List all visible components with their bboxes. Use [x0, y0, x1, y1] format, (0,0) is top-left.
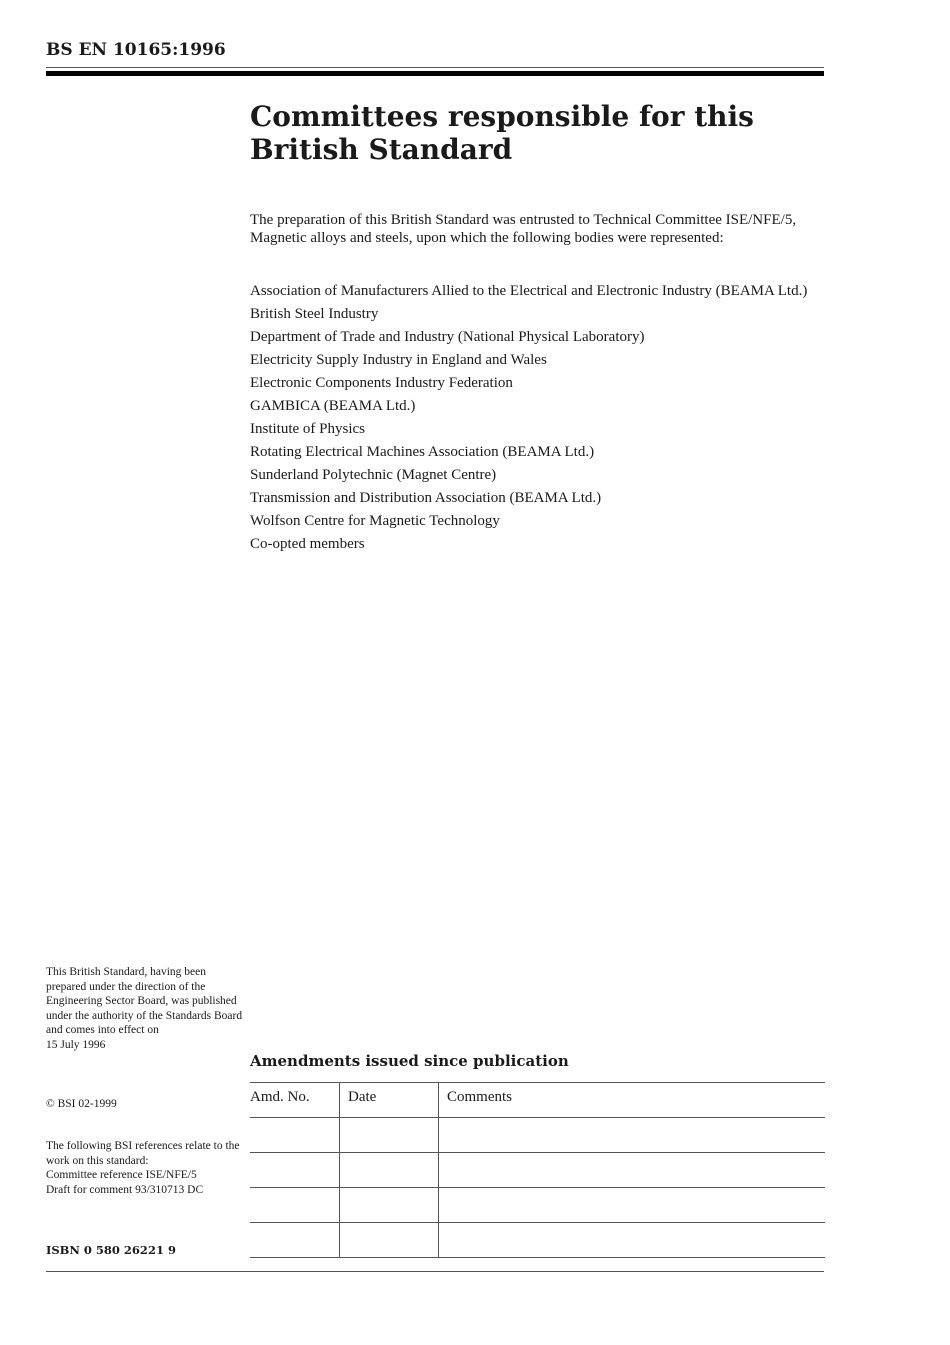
- table-cell: [439, 1118, 826, 1153]
- isbn: ISBN 0 580 26221 9: [46, 1243, 176, 1257]
- table-row: [250, 1188, 825, 1223]
- column-header-comments: Comments: [439, 1083, 826, 1118]
- draft-reference: Draft for comment 93/310713 DC: [46, 1183, 204, 1196]
- intro-paragraph: The preparation of this British Standard was entrusted to Technical Committee ISE/NFE/5, Magnetic alloys and steels, upon which the following bodies were represented:: [250, 212, 797, 246]
- table-row: [250, 1153, 825, 1188]
- table-row: [250, 1223, 825, 1258]
- table-cell: [250, 1153, 340, 1188]
- table-cell: [340, 1188, 439, 1223]
- list-item: Wolfson Centre for Magnetic Technology: [250, 513, 500, 529]
- list-item: Department of Trade and Industry (National Physical Laboratory): [250, 329, 645, 345]
- table-row: [250, 1118, 825, 1153]
- list-item: British Steel Industry: [250, 306, 379, 322]
- page-title-line1: Committees responsible for this: [250, 100, 754, 133]
- table-header-row: [250, 1083, 825, 1118]
- table-cell: [340, 1118, 439, 1153]
- header-rule-thick: [46, 71, 824, 76]
- effective-date: 15 July 1996: [46, 1038, 106, 1051]
- table-cell: [250, 1223, 340, 1258]
- list-item: Electronic Components Industry Federation: [250, 375, 513, 391]
- amendments-heading: Amendments issued since publication: [250, 1052, 569, 1070]
- copyright-notice: © BSI 02-1999: [46, 1098, 117, 1110]
- list-item: GAMBICA (BEAMA Ltd.): [250, 398, 416, 414]
- amendments-table: [250, 1082, 825, 1258]
- publication-note-text: This British Standard, having been prepared under the direction of the Engineering Sector Board, was published under the authority of the Standards Board and comes into effect on: [46, 966, 243, 1036]
- page-title-line2: British Standard: [250, 133, 513, 166]
- table-cell: [439, 1223, 826, 1258]
- bsi-references: [46, 1139, 246, 1197]
- table-cell: [439, 1153, 826, 1188]
- list-item: Co-opted members: [250, 536, 365, 552]
- table-cell: [250, 1188, 340, 1223]
- header-rule-thin: [46, 67, 824, 68]
- represented-bodies-list: [250, 282, 825, 558]
- references-intro: The following BSI references relate to the work on this standard:: [46, 1140, 240, 1167]
- table-cell: [439, 1188, 826, 1223]
- column-header-date: Date: [340, 1083, 439, 1118]
- footer-rule: [46, 1271, 824, 1272]
- page-title: [250, 100, 810, 166]
- table-cell: [340, 1153, 439, 1188]
- list-item: Rotating Electrical Machines Association (BEAMA Ltd.): [250, 444, 595, 460]
- list-item: Institute of Physics: [250, 421, 365, 437]
- column-header-amd-no: Amd. No.: [250, 1083, 340, 1118]
- table-cell: [250, 1118, 340, 1153]
- list-item: Association of Manufacturers Allied to the Electrical and Electronic Industry (BEAMA Ltd.): [250, 283, 808, 299]
- publication-note: [46, 965, 246, 1052]
- list-item: Electricity Supply Industry in England and Wales: [250, 352, 547, 368]
- list-item: Sunderland Polytechnic (Magnet Centre): [250, 467, 497, 483]
- committee-reference: Committee reference ISE/NFE/5: [46, 1169, 197, 1181]
- list-item: Transmission and Distribution Association (BEAMA Ltd.): [250, 490, 602, 506]
- standard-number: BS EN 10165:1996: [46, 40, 226, 60]
- table-cell: [340, 1223, 439, 1258]
